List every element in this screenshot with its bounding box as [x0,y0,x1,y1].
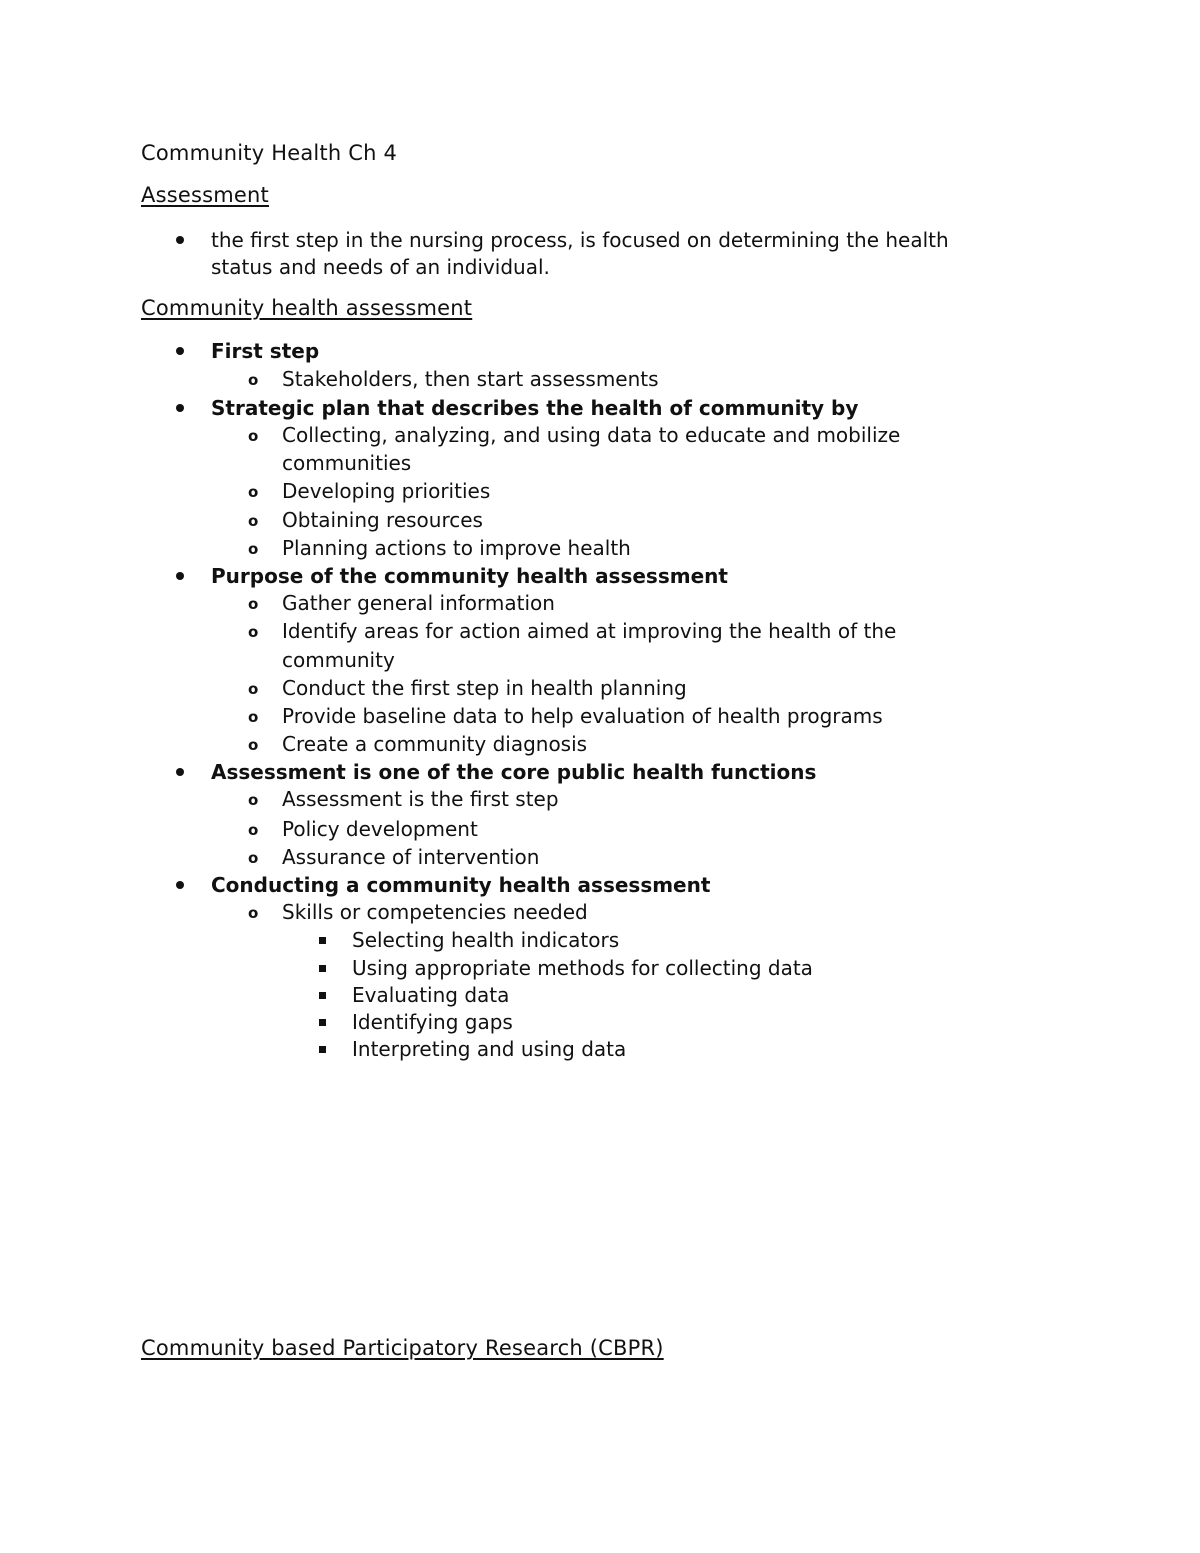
sub-sub-item: Using appropriate methods for collecting data [352,956,813,980]
sub-item: Obtaining resources [282,508,483,532]
bullet-o: o [248,623,259,641]
sub-sub-item: Identifying gaps [352,1010,513,1034]
heading-cbpr: Community based Participatory Research (CBPR) [141,1336,664,1360]
bullet-square [319,965,326,972]
bullet-dot [176,404,184,412]
document-title: Community Health Ch 4 [141,141,398,165]
sub-item: Provide baseline data to help evaluation of health programs [282,704,883,728]
bullet-dot [176,347,184,355]
assessment-bullet-line-2: status and needs of an individual. [211,255,550,279]
bullet-o: o [248,736,259,754]
sub-sub-item: Evaluating data [352,983,510,1007]
bullet-dot [176,768,184,776]
sub-item: Planning actions to improve health [282,536,631,560]
bullet-o: o [248,821,259,839]
sub-item: Developing priorities [282,479,491,503]
sub-item: Gather general information [282,591,555,615]
sub-item: Assessment is the first step [282,787,559,811]
sub-item-continuation: communities [282,451,412,475]
sub-item: Skills or competencies needed [282,900,588,924]
bullet-square [319,1046,326,1053]
sub-item: Stakeholders, then start assessments [282,367,659,391]
bullet-square [319,1019,326,1026]
bullet-o: o [248,791,259,809]
bullet-dot [176,236,184,244]
bullet-square [319,992,326,999]
list-item-core-functions: Assessment is one of the core public health functions [211,760,817,784]
bullet-o: o [248,512,259,530]
sub-item-continuation: community [282,648,395,672]
bullet-o: o [248,904,259,922]
list-item-conducting: Conducting a community health assessment [211,873,711,897]
bullet-o: o [248,680,259,698]
bullet-o: o [248,595,259,613]
bullet-dot [176,881,184,889]
heading-community-health-assessment: Community health assessment [141,296,473,320]
list-item-purpose: Purpose of the community health assessment [211,564,728,588]
list-item-first-step: First step [211,339,320,363]
bullet-o: o [248,849,259,867]
sub-item: Create a community diagnosis [282,732,588,756]
sub-sub-item: Interpreting and using data [352,1037,627,1061]
bullet-o: o [248,427,259,445]
sub-item: Conduct the first step in health planning [282,676,687,700]
sub-sub-item: Selecting health indicators [352,928,620,952]
heading-assessment: Assessment [141,183,269,207]
list-item-strategic-plan: Strategic plan that describes the health of community by [211,396,859,420]
bullet-dot [176,572,184,580]
bullet-o: o [248,483,259,501]
bullet-o: o [248,540,259,558]
sub-item: Collecting, analyzing, and using data to educate and mobilize [282,423,901,447]
sub-item: Identify areas for action aimed at improving the health of the [282,619,897,643]
bullet-square [319,937,326,944]
bullet-o: o [248,371,259,389]
sub-item: Policy development [282,817,478,841]
bullet-o: o [248,708,259,726]
assessment-bullet-line-1: the first step in the nursing process, is focused on determining the health [211,228,949,252]
sub-item: Assurance of intervention [282,845,540,869]
